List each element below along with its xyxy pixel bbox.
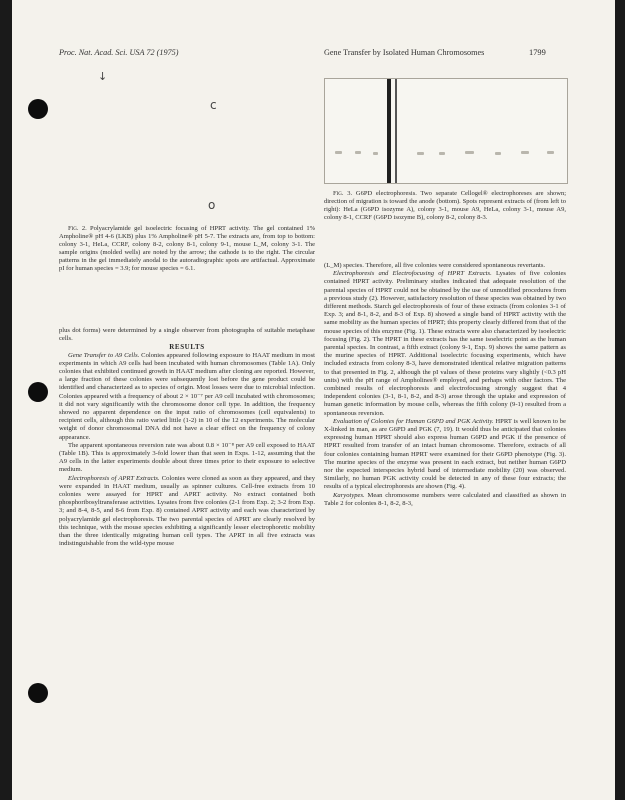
right-text-column bbox=[324, 262, 566, 508]
karyotypes-text: Mean chromosome numbers were calculated and classified as shown in Table 2 for colonies 8-1, 8-2, 8-3, bbox=[324, 491, 566, 507]
gel-spot bbox=[417, 152, 424, 155]
gel-spot bbox=[355, 151, 361, 154]
gel-spot bbox=[521, 151, 529, 154]
gel-spot bbox=[495, 152, 501, 155]
fig3-caption-text: G6PD electrophoresis. Two separate Cellogel® electrophoreses are shown; direction of migration is toward the anode (bottom). Spots represent extracts of (from left to right): HeLa (G6PD isozyme A), colony 3-1, mouse A9, HeLa, colony 3-1, mouse A9, colony 8-1, CCRF (G6PD isozyme B), colony 8-2, colony 8-3. bbox=[324, 190, 567, 222]
fig3-caption-label: Fig. 3. bbox=[333, 190, 353, 197]
results-heading: RESULTS bbox=[169, 343, 205, 352]
reversion-para: The apparent spontaneous reversion rate was about 0.8 × 10⁻⁸ per A9 cell exposed to HAAT (Table 1B). This is approximately 3-fold lower than that seen in Exps. 1-12, assuming that the A9 cells in the latter experiments double about three times prior to their exposure to selective medium. bbox=[59, 441, 315, 474]
karyotypes-para bbox=[324, 492, 566, 508]
fig2-mark-o: o bbox=[208, 198, 216, 212]
fig2-mark-c: c bbox=[210, 98, 217, 112]
g6pd-text: HPRT is well known to be X-linked in man, as are G6PD and PGK (7, 19). It would thus be anticipated that colonies expressing human HPRT should also express human G6PD and PGK if the presence of HPRT resulted from transfer of an intact human chromosome. Therefore, extracts of all four colonies containing human HPRT were examined for their G6PD phenotype (Fig. 3). The murine species of the enzyme was present in each extract, but neither human G6PD nor the expected interspecies hybrid band of intermediate mobility (20) was observed. Similarly, no human PGK activity could be detected in any of these four extracts; the results of a typical electrophoresis are shown (Fig. 4). bbox=[324, 417, 566, 491]
gel-strip-left bbox=[387, 79, 391, 183]
fig2-caption-label: Fig. 2. bbox=[68, 225, 87, 232]
aprt-title: Electrophoresis of APRT Extracts. bbox=[68, 474, 160, 482]
binder-hole-top bbox=[28, 99, 48, 119]
g6pd-title: Evaluation of Colonies for Human G6PD and PGK Activity. bbox=[333, 417, 494, 425]
left-text-column bbox=[59, 327, 315, 548]
gel-spot bbox=[373, 152, 378, 155]
right-para-1: (L_M) species. Therefore, all five colonies were considered spontaneous revertants. bbox=[324, 262, 546, 269]
figure-3-gel-image bbox=[324, 78, 568, 184]
g6pd-para bbox=[324, 418, 566, 492]
binder-hole-middle bbox=[28, 382, 48, 402]
hprt-para bbox=[324, 270, 566, 418]
page-number: 1799 bbox=[529, 48, 546, 57]
gene-transfer-para bbox=[59, 352, 315, 442]
journal-citation: Proc. Nat. Acad. Sci. USA 72 (1975) bbox=[59, 48, 179, 57]
arrow-mark: ↓ bbox=[98, 70, 108, 83]
gel-strip-right bbox=[395, 79, 397, 183]
karyotypes-title: Karyotypes. bbox=[333, 491, 365, 499]
aprt-para bbox=[59, 475, 315, 549]
fig2-caption-text: Polyacrylamide gel isoelectric focusing of HPRT activity. The gel contained 1% Ampholine® pH 4-6 (LKB) plus 1% Ampholine® pH 5-7. The extracts are, from top to bottom: colony 3-1, HeLa, CCRF, colony 8-2, colony 8-1, colony 9-1, mouse L_M, colony 3-1. The sample origins (molded wells) are noted by the arrow; the cathode is to the right. The circular patterns in the gel immediately anodal to the autoradiographic spots are artifactual. Approximate pI for human species = 3.9; for mouse species = 6.1. bbox=[59, 225, 315, 273]
binder-hole-bottom bbox=[28, 683, 48, 703]
journal-page bbox=[12, 0, 615, 800]
figure-3-caption bbox=[324, 190, 566, 222]
running-title: Gene Transfer by Isolated Human Chromosomes bbox=[324, 48, 485, 57]
hprt-text: Lysates of five colonies contained HPRT activity. Preliminary studies indicated that adequate resolution of the parental species of HPRT could not be obtained by the use of unmodified procedures from a previous study (2). However, satisfactory resolution of these species was obtained by two different methods. Starch gel electrophoresis of four of these extracts (from colonies 3-1 of Exp. 3; and 8-1, 8-2, and 8-3 of Exp. 8) showed a single band of HPRT activity with the same mobility as the human species of HPRT; this property clearly differed from that of the mouse species of this enzyme (Fig. 1). These extracts were also characterized by isoelectric focusing (Fig. 2). The HPRT in these extracts has the same isoelectric point as the human parental species. In contrast, a fifth extract (colony 9-1, Exp. 9) shows the same pattern as the murine species of HPRT. Additional isoelectric focusing experiments, which have included extracts from colony 8-3, have demonstrated identical relative migration patterns to that presented in Fig. 2, although the pI values of these proteins vary slightly (<0.3 pH units) with the pH range of Ampholines® employed, and perhaps with other factors. The combined results of electrophoresis and electrofocusing strongly suggest that 4 independent colonies (3-1, 8-1, 8-2, and 8-3) arose through the uptake and expression of human genetic information by mouse cells, whereas the fifth colony (9-1) resulted from a spontaneous reversion. bbox=[324, 270, 566, 417]
gel-spot bbox=[439, 152, 445, 155]
gene-transfer-title: Gene Transfer to A9 Cells. bbox=[68, 351, 140, 359]
gel-spot bbox=[335, 151, 342, 154]
gel-spot bbox=[465, 151, 474, 154]
gel-spot bbox=[547, 151, 554, 154]
left-para-1: plus dot forms) were determined by a single observer from photographs of suitable metaphase cells. bbox=[59, 327, 315, 343]
gene-transfer-text: Colonies appeared following exposure to HAAT medium in most experiments in which A9 cells had been incubated with human chromosomes (Table 1A). Only colonies that exhibited continued growth in HAAT medium after cloning are reported. However, a large fraction of these colonies were subsequently lost before the gene product could be identified and characterized as to species of origin. Most losses were due to microbial infection. Colonies appeared with a frequency of about 2 × 10⁻⁷ per A9 cell incubated with chromosomes; it did not vary significantly with the chromosome donor cell type. In addition, the frequency showed no apparent dependence on the input ratio of chromosomes (cell equivalents) to recipient cells, although this ratio varied little (1-2) in 10 of the 12 experiments. The molecular weight of donor chromosomal DNA did not have a clear effect on the frequency of colony appearance. bbox=[59, 351, 315, 441]
figure-2-caption bbox=[59, 225, 315, 274]
hprt-title: Electrophoresis and Electrofocusing of HPRT Extracts. bbox=[333, 270, 492, 278]
aprt-text: Colonies were cloned as soon as they appeared, and they were expanded in HAAT medium, usually as spinner cultures. Cell-free extracts from 10 colonies were assayed for HPRT and APRT activity. No extract contained both phosphoribosyltransferase activities. Lysates from five colonies (2-1 from Exp. 2; 3-2 from Exp. 3; and 8-4, 8-5, and 8-6 from Exp. 8) contained APRT activity and each was characterized by polyacrylamide gel electrophoresis. The two parental species of APRT are clearly resolved by this technique, with the mouse species exhibiting a significantly lesser electrophoretic mobility than the three identically migrating human cell types. The APRT in all five extracts was indistinguishable from the wild-type mouse bbox=[59, 474, 315, 548]
